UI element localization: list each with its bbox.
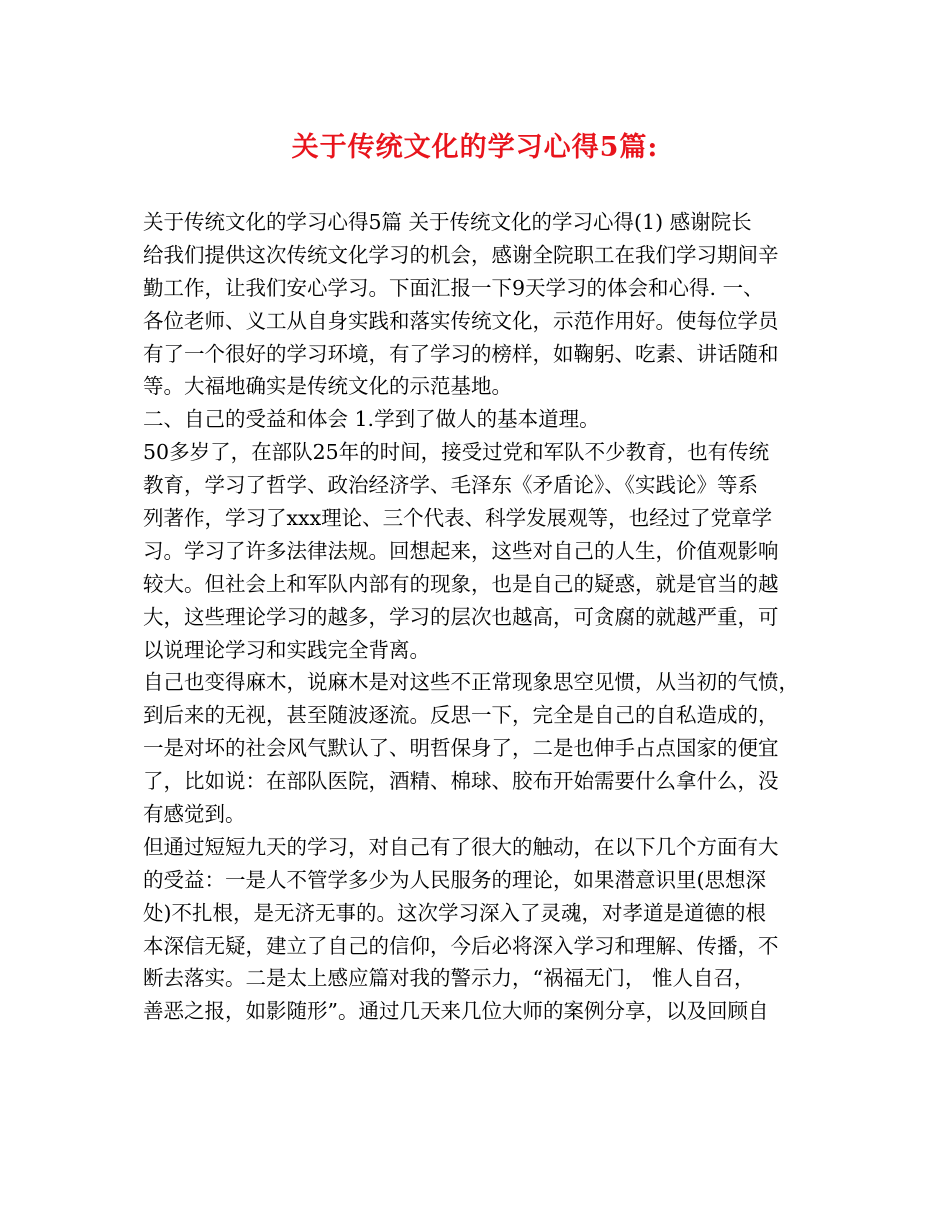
text-line: 的受益：一是人不管学多少为人民服务的理论，如果潜意识里(思想深 xyxy=(143,867,766,892)
text-line: 本深信无疑，建立了自己的信仰，今后必将深入学习和理解、传播，不 xyxy=(143,933,779,958)
text-line: 给我们提供这次传统文化学习的机会，感谢全院职工在我们学习期间辛 xyxy=(143,242,779,267)
text-line: 了，比如说：在部队医院，酒精、棉球、胶布开始需要什么拿什么，没 xyxy=(143,769,779,794)
text-line: 勤工作，让我们安心学习。下面汇报一下9天学习的体会和心得. 一、 xyxy=(143,275,764,300)
text-line: 大，这些理论学习的越多，学习的层次也越高，可贪腐的就越严重，可 xyxy=(143,604,779,629)
text-line: 二、自己的受益和体会 1.学到了做人的基本道理。 xyxy=(143,407,600,432)
text-line: 列著作，学习了xxx理论、三个代表、科学发展观等，也经过了党章学 xyxy=(143,506,773,531)
text-line: 但通过短短九天的学习，对自己有了很大的触动，在以下几个方面有大 xyxy=(143,834,779,859)
document-title: 关于传统文化的学习心得5篇: xyxy=(291,132,659,163)
text-line: 断去落实。二是太上感应篇对我的警示力，“祸福无门， 惟人自召， xyxy=(143,966,755,991)
text-line: 较大。但社会上和军队内部有的现象，也是自己的疑惑，就是官当的越 xyxy=(143,571,779,596)
text-line: 善恶之报，如影随形”。通过几天来几位大师的案例分享，以及回顾自 xyxy=(143,999,769,1024)
text-line: 以说理论学习和实践完全背离。 xyxy=(143,637,430,662)
text-line: 教育，学习了哲学、政治经济学、毛泽东《矛盾论》、《实践论》等系 xyxy=(143,473,758,498)
text-line: 有感觉到。 xyxy=(143,802,246,827)
document-body xyxy=(143,206,823,1028)
text-line: 处)不扎根，是无济无事的。这次学习深入了灵魂，对孝道是道德的根 xyxy=(143,900,766,925)
text-line: 一是对坏的社会风气默认了、明哲保身了，二是也伸手占点国家的便宜 xyxy=(143,736,779,761)
text-line: 自己也变得麻木，说麻木是对这些不正常现象思空见惯，从当初的气愤， xyxy=(143,670,799,695)
text-line: 各位老师、义工从自身实践和落实传统文化，示范作用好。使每位学员 xyxy=(143,308,779,333)
text-line: 习。学习了许多法律法规。回想起来，这些对自己的人生，价值观影响 xyxy=(143,538,779,563)
text-line: 关于传统文化的学习心得5篇 关于传统文化的学习心得(1) 感谢院长 xyxy=(143,210,752,234)
text-line: 到后来的无视，甚至随波逐流。反思一下，完全是自己的自私造成的， xyxy=(143,703,779,728)
text-line: 等。大福地确实是传统文化的示范基地。 xyxy=(143,374,512,399)
text-line: 50多岁了，在部队25年的时间，接受过党和军队不少教育，也有传统 xyxy=(143,440,770,465)
text-line: 有了一个很好的学习环境，有了学习的榜样，如鞠躬、吃素、讲话随和 xyxy=(143,341,779,366)
